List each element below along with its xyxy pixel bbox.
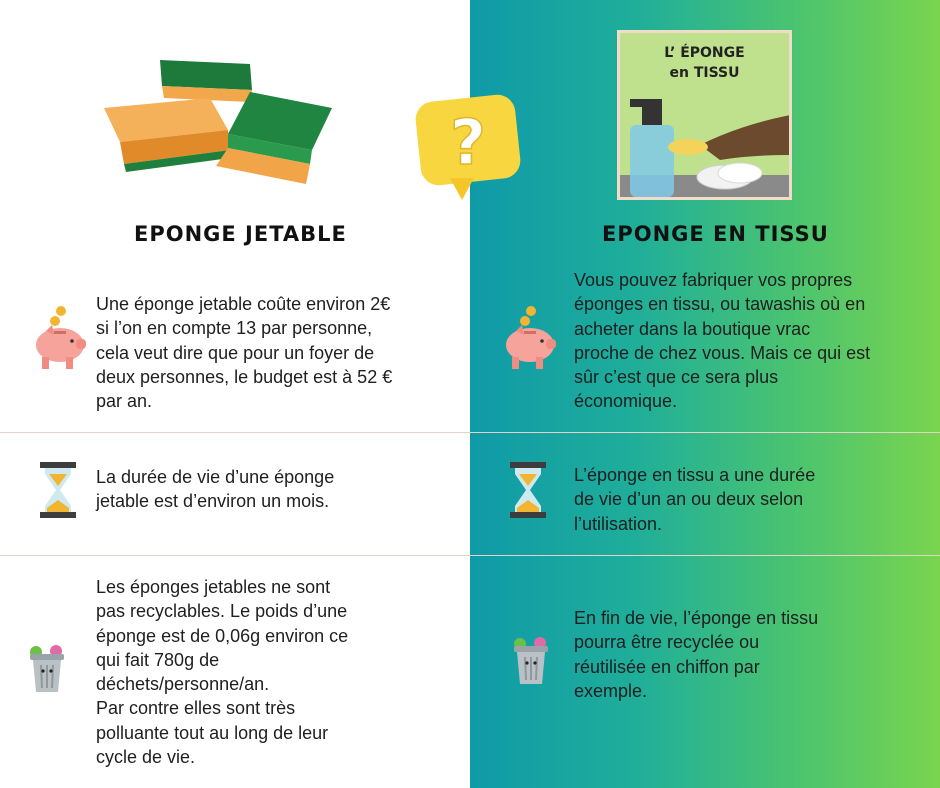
divider-2 xyxy=(0,555,940,556)
sponge-left xyxy=(104,98,230,172)
hourglass-icon xyxy=(40,462,76,518)
divider-1 xyxy=(0,432,940,433)
fabric-waste-text: En fin de vie, l’éponge en tissu pourra être recyclée ou réutilisée en chiffon par exemple. xyxy=(574,608,819,701)
sponge-right xyxy=(216,92,332,184)
poster-title: L’ ÉPONGE en TISSU xyxy=(664,45,745,81)
fabric-sponge-heading: EPONGE EN TISSU xyxy=(602,222,829,246)
disposable-waste-text: Les éponges jetables ne sont pas recyclables. Le poids d’une éponge est de 0,06g environ ce qui fait 780g de déchets/personne/an. Par contre elles sont très polluante tout au long de leur cycle de vie. xyxy=(96,577,349,768)
piggy-bank-icon xyxy=(498,305,560,371)
disposable-lifetime-text: La durée de vie d’une éponge jetable est d’environ un mois. xyxy=(96,467,335,512)
disposable-cost-text: Une éponge jetable coûte environ 2€ si l’on en compte 13 par personne, cela veut dire que pour un foyer de deux personnes, le budget est à 52 € par an. xyxy=(96,294,393,412)
soap-and-hand-illustration xyxy=(620,85,790,200)
fabric-lifetime-text: L’éponge en tissu a une durée de vie d’un an ou deux selon l’utilisation. xyxy=(574,465,816,534)
disposable-sponges-image xyxy=(100,50,340,190)
fabric-cost-text: Vous pouvez fabriquer vos propres éponges en tissu, ou tawashis où en acheter dans la boutique vrac proche de chez vous. Mais ce qui est sûr c’est que ce sera plus économique. xyxy=(574,270,871,412)
sponge-back xyxy=(160,60,252,102)
question-bubble-icon xyxy=(412,92,524,204)
trash-can-icon xyxy=(24,638,70,696)
svg-text:?: ? xyxy=(450,106,486,179)
disposable-sponge-heading: EPONGE JETABLE xyxy=(134,222,347,246)
fabric-sponge-poster xyxy=(617,30,792,200)
piggy-bank-icon xyxy=(28,305,90,371)
hourglass-icon xyxy=(510,462,546,518)
trash-can-icon xyxy=(508,630,554,688)
